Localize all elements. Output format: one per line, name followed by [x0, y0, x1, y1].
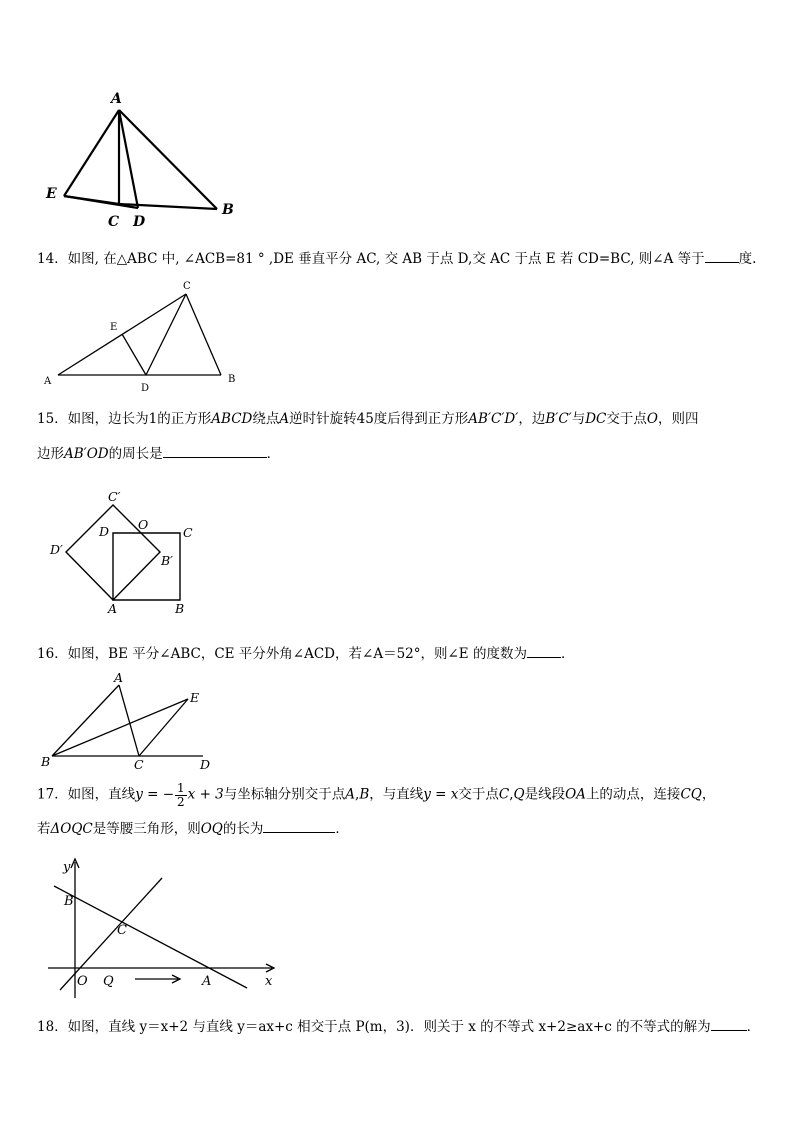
label-B: B — [175, 601, 185, 616]
label-B: B — [222, 202, 234, 218]
label-C: C — [134, 757, 144, 772]
label-C: C — [117, 923, 127, 938]
answer-blank — [705, 261, 739, 263]
label-C: C — [183, 525, 193, 540]
answer-blank — [527, 656, 561, 658]
label-A: A — [202, 974, 212, 989]
figure-15 — [40, 488, 210, 620]
label-C: C — [108, 214, 120, 230]
label-E: E — [46, 186, 57, 202]
question-number: 14 — [37, 251, 55, 267]
question-17-line1: 17．如图，直线y = − $\frac{1}{2}$ x + 3与坐标轴分别交于点A,B，与直线y = x交于点C,Q是线段OA上的动点，连接CQ， — [37, 781, 716, 809]
label-E: E — [190, 690, 200, 705]
question-number: 18 — [37, 1019, 55, 1035]
label-D: D — [200, 757, 211, 772]
label-D: D — [141, 383, 150, 394]
question-17-line2: 若ΔOQC是等腰三角形，则OQ的长为 ． — [37, 821, 349, 837]
label-D: D — [133, 214, 146, 230]
fraction: $\frac{1}{2}$ — [177, 781, 185, 809]
label-C-prime: C′ — [108, 489, 121, 504]
label-O: O — [138, 517, 149, 532]
figure-16 — [38, 668, 218, 774]
label-y: y — [63, 860, 71, 875]
question-16: 16．如图，BE 平分∠ABC，CE 平分外角∠ACD，若∠A＝52°，则∠E 的度数为 ． — [37, 646, 575, 662]
label-B-prime: B′ — [161, 553, 174, 568]
label-A: A — [44, 376, 52, 387]
label-B: B — [228, 374, 236, 385]
label-x: x — [265, 974, 273, 989]
question-15-line1: 15．如图，边长为1的正方形ABCD绕点A逆时针旋转45度后得到正方形AB′C′D′，边B′C′与DC交于点O，则四 — [37, 411, 699, 427]
answer-blank — [711, 1029, 747, 1031]
question-number: 15 — [37, 411, 55, 427]
label-D-prime: D′ — [50, 542, 63, 557]
question-15-line2: 边形AB′OD的周长是 ． — [37, 446, 281, 462]
figure-14 — [40, 278, 250, 394]
label-A: A — [108, 601, 118, 616]
question-18: 18．如图，直线 y＝x+2 与直线 y＝ax+c 相交于点 P(m，3)．则关于 x 的不等式 x+2≥ax+c 的不等式的解为 ． — [37, 1019, 761, 1035]
question-number: 17 — [37, 786, 55, 803]
figure-17 — [40, 852, 285, 1002]
label-B: B — [41, 754, 51, 769]
label-A: A — [114, 670, 124, 685]
figure-13 — [40, 88, 250, 230]
label-E: E — [110, 322, 118, 333]
label-C: C — [183, 281, 191, 292]
label-A: A — [111, 91, 122, 107]
label-Q: Q — [103, 974, 114, 989]
question-number: 16 — [37, 646, 55, 662]
question-14: 14．如图, 在△ABC 中, ∠ACB=81 ° ,DE 垂直平分 AC, 交 AB 于点 D,交 AC 于点 E 若 CD=BC, 则∠A 等于 度. — [37, 251, 757, 267]
label-O: O — [77, 974, 88, 989]
label-D: D — [99, 524, 110, 539]
label-B: B — [64, 894, 74, 909]
answer-blank — [163, 456, 267, 458]
answer-blank — [263, 831, 335, 833]
